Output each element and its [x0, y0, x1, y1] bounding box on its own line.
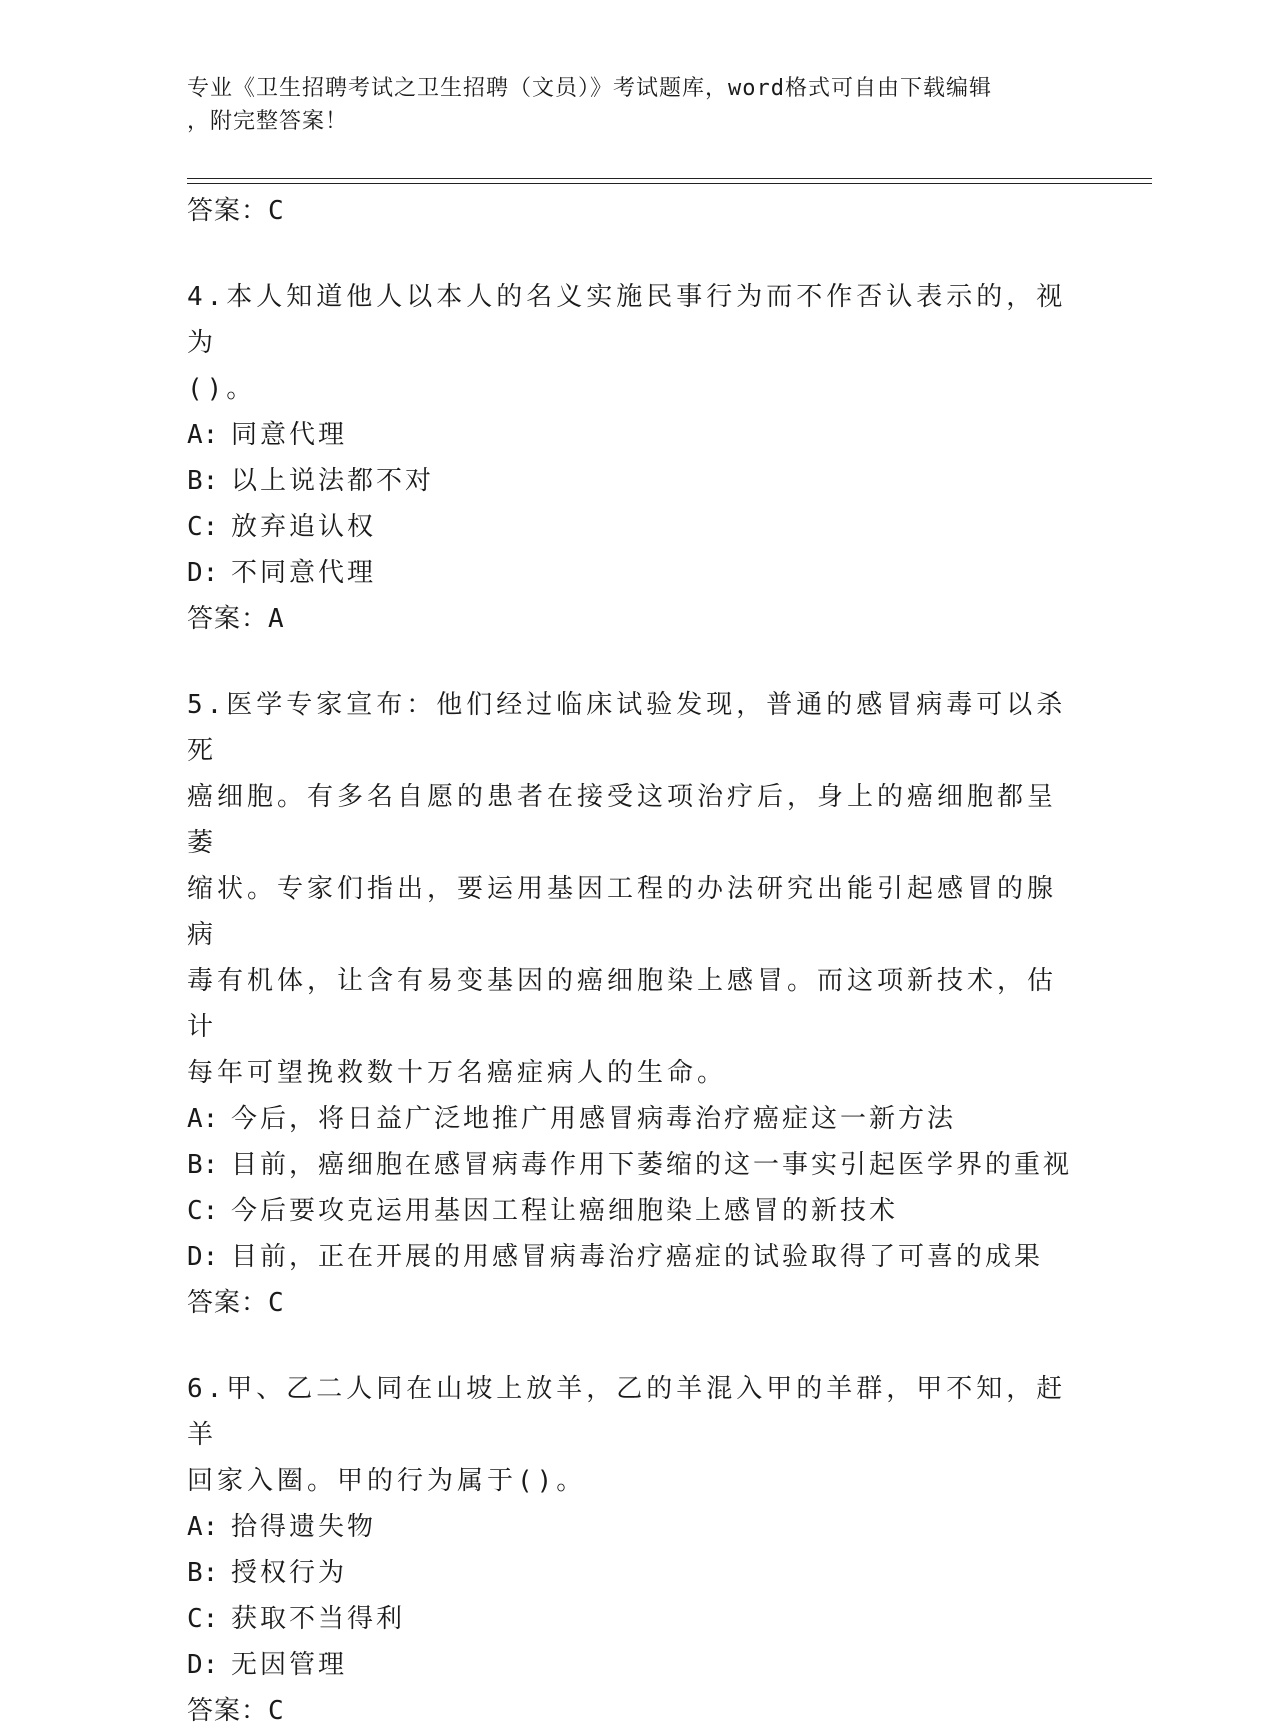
question-line: ()。 [187, 374, 257, 404]
option-a [187, 1096, 1087, 1142]
option-label: A: [187, 1512, 219, 1542]
question-line: 每年可望挽救数十万名癌症病人的生命。 [187, 1058, 728, 1088]
option-b [187, 1142, 1087, 1188]
option-text: 获取不当得利 [231, 1604, 406, 1634]
option-text: 放弃追认权 [231, 512, 377, 542]
option-c [187, 1188, 1087, 1234]
option-label: B: [187, 1558, 219, 1588]
header-divider-bottom [187, 183, 1152, 184]
option-label: C: [187, 1604, 219, 1634]
option-text: 不同意代理 [231, 558, 377, 588]
question-line: 癌细胞。有多名自愿的患者在接受这项治疗后，身上的癌细胞都呈萎 [187, 782, 1058, 858]
option-label: A: [187, 420, 219, 450]
option-label: B: [187, 1150, 219, 1180]
spacer [187, 1326, 1087, 1366]
option-text: 目前，癌细胞在感冒病毒作用下萎缩的这一事实引起医学界的重视 [231, 1150, 1073, 1180]
question-block [187, 274, 1087, 642]
option-b [187, 458, 1087, 504]
question-line: 缩状。专家们指出，要运用基因工程的办法研究出能引起感冒的腺病 [187, 874, 1058, 950]
option-label: B: [187, 466, 219, 496]
option-text: 授权行为 [231, 1558, 348, 1588]
option-label: D: [187, 558, 219, 588]
spacer [187, 234, 1087, 274]
document-body [187, 188, 1087, 1734]
option-text: 今后，将日益广泛地推广用感冒病毒治疗癌症这一新方法 [231, 1104, 957, 1134]
spacer [187, 642, 1087, 682]
option-label: C: [187, 1196, 219, 1226]
option-label: A: [187, 1104, 219, 1134]
option-d [187, 1642, 1087, 1688]
option-label: D: [187, 1242, 219, 1272]
option-text: 同意代理 [231, 420, 348, 450]
question-block [187, 1366, 1087, 1734]
question-line: 4.本人知道他人以本人的名义实施民事行为而不作否认表示的，视为 [187, 282, 1067, 358]
document-header [187, 72, 1067, 138]
option-text: 以上说法都不对 [231, 466, 435, 496]
option-label: C: [187, 512, 219, 542]
answer-line: 答案：C [187, 196, 285, 226]
question-text [187, 682, 1067, 1096]
option-c [187, 1596, 1087, 1642]
option-d [187, 550, 1087, 596]
header-divider-top [187, 178, 1152, 179]
option-a [187, 412, 1087, 458]
question-line: 回家入圈。甲的行为属于()。 [187, 1466, 587, 1496]
question-line: 6.甲、乙二人同在山坡上放羊，乙的羊混入甲的羊群，甲不知，赶羊 [187, 1374, 1067, 1450]
option-d [187, 1234, 1087, 1280]
option-c [187, 504, 1087, 550]
option-text: 今后要攻克运用基因工程让癌细胞染上感冒的新技术 [231, 1196, 899, 1226]
answer-line: 答案：C [187, 1696, 285, 1726]
question-text [187, 1366, 1067, 1504]
question-line: 5.医学专家宣布：他们经过临床试验发现，普通的感冒病毒可以杀死 [187, 690, 1067, 766]
header-line-2: ，附完整答案！ [187, 109, 349, 134]
question-line: 毒有机体，让含有易变基因的癌细胞染上感冒。而这项新技术，估计 [187, 966, 1058, 1042]
option-text: 无因管理 [231, 1650, 348, 1680]
answer-line: 答案：C [187, 1288, 285, 1318]
option-text: 拾得遗失物 [231, 1512, 377, 1542]
header-line-1: 专业《卫生招聘考试之卫生招聘（文员）》考试题库，word格式可自由下载编辑 [187, 76, 992, 101]
answer-line: 答案：A [187, 604, 285, 634]
question-block [187, 682, 1087, 1326]
question-text [187, 274, 1067, 412]
option-a [187, 1504, 1087, 1550]
option-label: D: [187, 1650, 219, 1680]
option-text: 目前，正在开展的用感冒病毒治疗癌症的试验取得了可喜的成果 [231, 1242, 1044, 1272]
option-b [187, 1550, 1087, 1596]
